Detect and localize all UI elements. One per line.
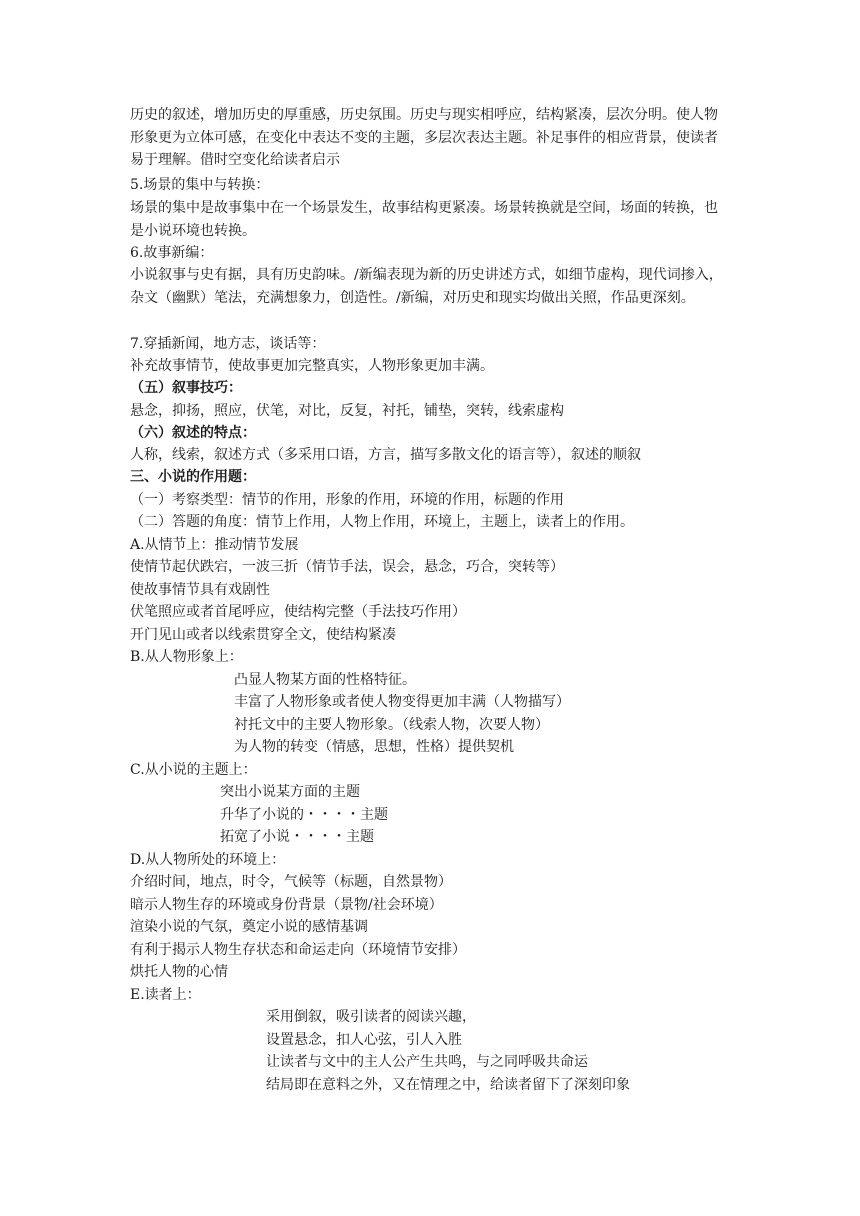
plot-angle-item: 使故事情节具有戏剧性: [130, 582, 270, 598]
theme-angle-item: 突出小说某方面的主题: [220, 784, 360, 800]
heading-inserted-news: 7.穿插新闻，地方志，谈话等：: [130, 336, 326, 352]
paragraph-inserted-news: 补充故事情节，使故事更加完整真实，人物形象更加丰满。: [130, 358, 494, 374]
section-function-questions-title: 三、小说的作用题：: [130, 469, 256, 485]
theme-angle-item: 升华了小说的・・・・主题: [220, 807, 388, 823]
heading-scene-focus: 5.场景的集中与转换：: [130, 177, 270, 193]
section-narration-features-title: （六）叙述的特点：: [130, 425, 256, 441]
character-angle-item: 凸显人物某方面的性格特征。: [234, 672, 416, 688]
paragraph-scene-focus: 场景的集中是故事集中在一个场景发生，故事结构更紧凑。场景转换就是空间，场面的转换，也是小说环境也转换。: [130, 200, 718, 239]
section-narrative-techniques-title: （五）叙事技巧：: [130, 380, 242, 396]
theme-angle-item: 拓宽了小说・・・・主题: [220, 829, 374, 845]
environment-angle-item: 暗示人物生存的环境或身份背景（景物/社会环境）: [130, 897, 443, 913]
paragraph-history-narration: 历史的叙述，增加历史的厚重感，历史氛围。历史与现实相呼应，结构紧凑，层次分明。使人物形象更为立体可感，在变化中表达不变的主题，多层次表达主题。补足事件的相应背景，使读者易于理解。借时空变化给读者启示: [130, 107, 718, 168]
character-angle-title: B.从人物形象上：: [130, 649, 243, 665]
reader-angle-item: 结局即在意料之外，又在情理之中，给读者留下了深刻印象: [266, 1077, 630, 1093]
reader-angle-item: 采用倒叙，吸引读者的阅读兴趣，: [266, 1009, 476, 1025]
theme-angle-title: C.从小说的主题上：: [130, 762, 257, 778]
environment-angle-item: 有利于揭示人物生存状态和命运走向（环境情节安排）: [130, 942, 466, 958]
environment-angle-item: 介绍时间，地点，时令，气候等（标题，自然景物）: [130, 874, 452, 890]
environment-angle-item: 渲染小说的气氛，奠定小说的感情基调: [130, 919, 368, 935]
heading-story-rewrite: 6.故事新编：: [130, 245, 214, 261]
plot-angle-item: 使情节起伏跌宕，一波三折（情节手法，误会，悬念，巧合，突转等）: [130, 559, 564, 575]
plot-angle-item: 开门见山或者以线索贯穿全文，使结构紧凑: [130, 627, 396, 643]
reader-angle-title: E.读者上：: [130, 987, 201, 1003]
environment-angle-item: 烘托人物的心情: [130, 964, 228, 980]
plot-angle-item: 伏笔照应或者首尾呼应，使结构完整（手法技巧作用）: [130, 604, 466, 620]
plot-angle-title: A.从情节上：推动情节发展: [130, 537, 299, 553]
paragraph-story-rewrite: 小说叙事与史有据，具有历史韵味。/新编表现为新的历史讲述方式，如细节虚构，现代词掺入，杂文（幽默）笔法，充满想象力，创造性。/新编，对历史和现实均做出关照，作品更深刻。: [130, 267, 723, 306]
reader-angle-item: 设置悬念，扣人心弦，引人入胜: [266, 1032, 462, 1048]
reader-angle-item: 让读者与文中的主人公产生共鸣，与之同呼吸共命运: [266, 1054, 588, 1070]
environment-angle-title: D.从人物所处的环境上：: [130, 852, 286, 868]
character-angle-item: 丰富了人物形象或者使人物变得更加丰满（人物描写）: [234, 694, 570, 710]
section-narration-features-body: 人称，线索，叙述方式（多采用口语，方言，描写多散文化的语言等），叙述的顺叙: [130, 447, 641, 463]
section-narrative-techniques-body: 悬念，抑扬，照应，伏笔，对比，反复，衬托，铺垫，突转，线索虚构: [130, 403, 564, 419]
answer-angles-line: （二）答题的角度：情节上作用，人物上作用，环境上，主题上，读者上的作用。: [130, 514, 634, 530]
character-angle-item: 为人物的转变（情感，思想，性格）提供契机: [234, 739, 514, 755]
character-angle-item: 衬托文中的主要人物形象。（线索人物，次要人物）: [234, 717, 549, 733]
question-types-line: （一）考察类型：情节的作用，形象的作用，环境的作用，标题的作用: [130, 492, 564, 508]
